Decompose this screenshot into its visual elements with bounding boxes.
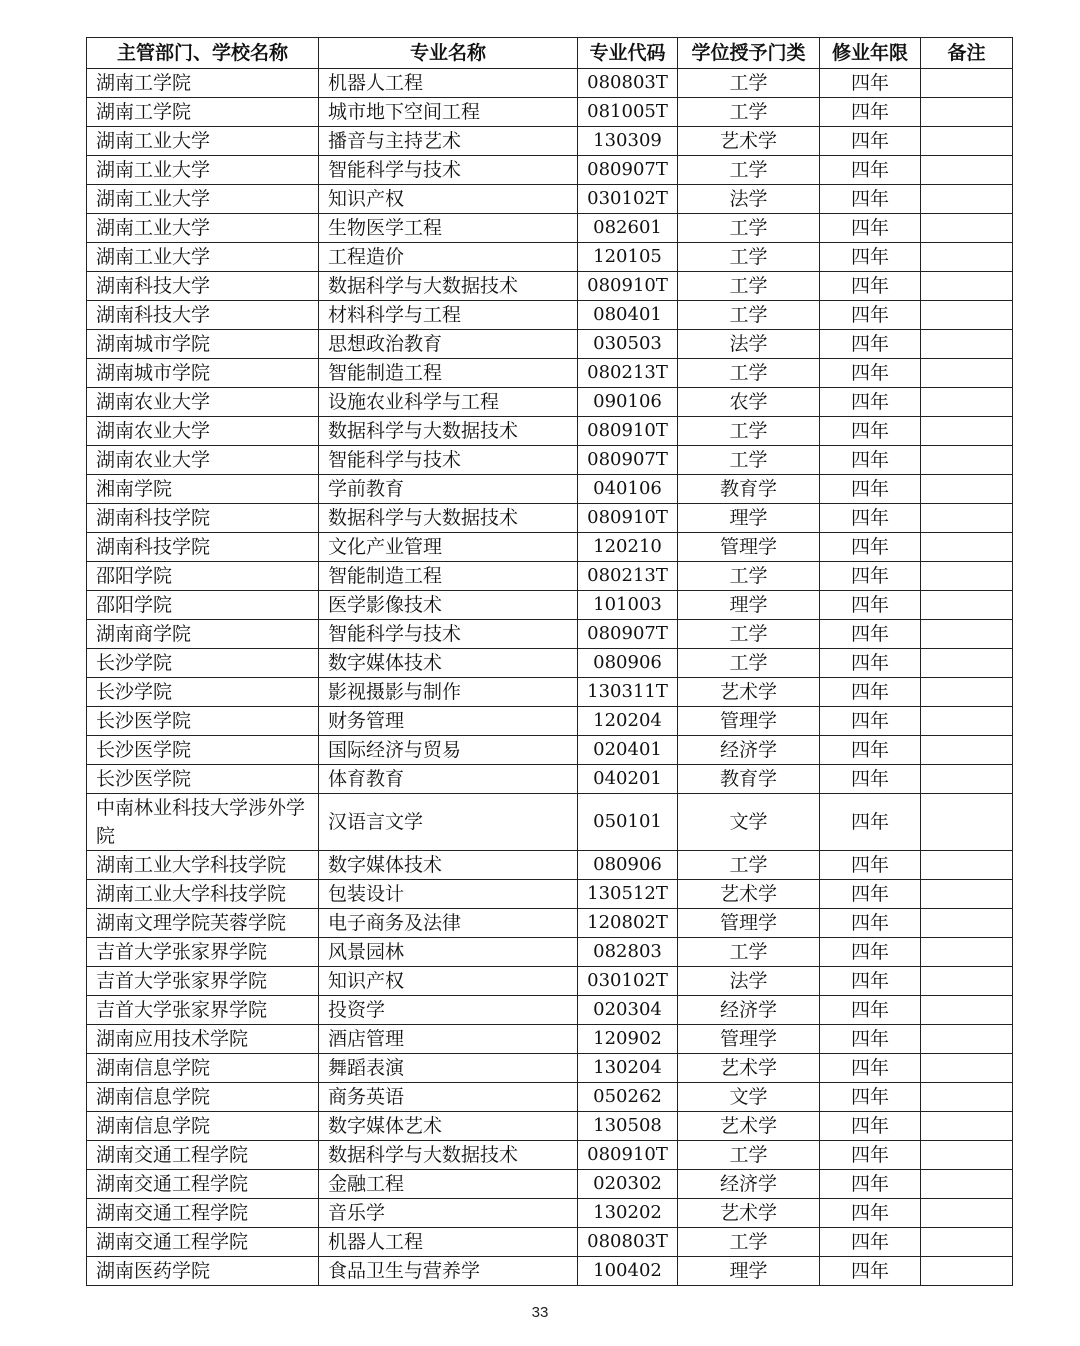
- cell-code: 082601: [578, 214, 678, 243]
- cell-degree: 艺术学: [678, 1112, 820, 1141]
- cell-major: 智能制造工程: [319, 562, 578, 591]
- cell-duration: 四年: [820, 156, 921, 185]
- cell-school: 湖南科技学院: [87, 504, 319, 533]
- cell-code: 101003: [578, 591, 678, 620]
- cell-degree: 管理学: [678, 909, 820, 938]
- cell-degree: 农学: [678, 388, 820, 417]
- cell-code: 080907T: [578, 156, 678, 185]
- cell-major: 工程造价: [319, 243, 578, 272]
- table-row: [87, 1141, 1013, 1170]
- table-row: [87, 475, 1013, 504]
- table-row: [87, 707, 1013, 736]
- table-row: [87, 851, 1013, 880]
- cell-duration: 四年: [820, 359, 921, 388]
- table-row: [87, 736, 1013, 765]
- cell-school: 湖南科技学院: [87, 533, 319, 562]
- cell-school: 湖南交通工程学院: [87, 1199, 319, 1228]
- table-row: [87, 417, 1013, 446]
- cell-degree: 教育学: [678, 475, 820, 504]
- cell-notes: [921, 765, 1013, 794]
- table-row: [87, 359, 1013, 388]
- cell-code: 080910T: [578, 504, 678, 533]
- cell-school: 中南林业科技大学涉外学院: [87, 794, 319, 851]
- cell-duration: 四年: [820, 649, 921, 678]
- table-row: [87, 98, 1013, 127]
- cell-degree: 管理学: [678, 533, 820, 562]
- cell-school: 湖南工学院: [87, 98, 319, 127]
- cell-degree: 工学: [678, 156, 820, 185]
- cell-notes: [921, 446, 1013, 475]
- cell-major: 医学影像技术: [319, 591, 578, 620]
- cell-major: 智能制造工程: [319, 359, 578, 388]
- cell-duration: 四年: [820, 98, 921, 127]
- cell-school: 湖南商学院: [87, 620, 319, 649]
- cell-school: 长沙学院: [87, 649, 319, 678]
- cell-school: 吉首大学张家界学院: [87, 967, 319, 996]
- cell-notes: [921, 909, 1013, 938]
- cell-duration: 四年: [820, 851, 921, 880]
- cell-notes: [921, 1054, 1013, 1083]
- cell-major: 智能科学与技术: [319, 446, 578, 475]
- cell-code: 082803: [578, 938, 678, 967]
- cell-notes: [921, 1199, 1013, 1228]
- cell-school: 湖南农业大学: [87, 417, 319, 446]
- cell-code: 120204: [578, 707, 678, 736]
- table-row: [87, 1257, 1013, 1286]
- cell-degree: 工学: [678, 620, 820, 649]
- cell-school: 湖南工业大学: [87, 127, 319, 156]
- cell-major: 音乐学: [319, 1199, 578, 1228]
- cell-duration: 四年: [820, 504, 921, 533]
- cell-major: 影视摄影与制作: [319, 678, 578, 707]
- cell-duration: 四年: [820, 1112, 921, 1141]
- header-school: 主管部门、学校名称: [87, 38, 319, 69]
- cell-duration: 四年: [820, 533, 921, 562]
- cell-degree: 文学: [678, 1083, 820, 1112]
- cell-school: 湖南工学院: [87, 69, 319, 98]
- cell-code: 030102T: [578, 185, 678, 214]
- cell-code: 130508: [578, 1112, 678, 1141]
- cell-major: 城市地下空间工程: [319, 98, 578, 127]
- cell-code: 080910T: [578, 417, 678, 446]
- cell-degree: 工学: [678, 301, 820, 330]
- table-row: [87, 243, 1013, 272]
- cell-major: 数据科学与大数据技术: [319, 417, 578, 446]
- cell-major: 播音与主持艺术: [319, 127, 578, 156]
- table-row: [87, 533, 1013, 562]
- cell-major: 包装设计: [319, 880, 578, 909]
- cell-major: 酒店管理: [319, 1025, 578, 1054]
- cell-code: 080907T: [578, 446, 678, 475]
- cell-school: 邵阳学院: [87, 562, 319, 591]
- table-header: [87, 38, 1013, 69]
- cell-notes: [921, 678, 1013, 707]
- cell-school: 邵阳学院: [87, 591, 319, 620]
- cell-duration: 四年: [820, 301, 921, 330]
- cell-major: 体育教育: [319, 765, 578, 794]
- table-row: [87, 69, 1013, 98]
- cell-school: 湖南农业大学: [87, 446, 319, 475]
- cell-notes: [921, 127, 1013, 156]
- cell-notes: [921, 330, 1013, 359]
- cell-major: 文化产业管理: [319, 533, 578, 562]
- cell-duration: 四年: [820, 330, 921, 359]
- cell-major: 知识产权: [319, 185, 578, 214]
- cell-duration: 四年: [820, 475, 921, 504]
- cell-major: 生物医学工程: [319, 214, 578, 243]
- cell-major: 商务英语: [319, 1083, 578, 1112]
- cell-school: 湖南交通工程学院: [87, 1170, 319, 1199]
- cell-duration: 四年: [820, 69, 921, 98]
- cell-degree: 工学: [678, 98, 820, 127]
- table-row: [87, 765, 1013, 794]
- cell-degree: 艺术学: [678, 880, 820, 909]
- cell-duration: 四年: [820, 1054, 921, 1083]
- cell-duration: 四年: [820, 1025, 921, 1054]
- cell-school: 湖南工业大学科技学院: [87, 851, 319, 880]
- cell-major: 汉语言文学: [319, 794, 578, 851]
- cell-major: 财务管理: [319, 707, 578, 736]
- cell-school: 湖南工业大学: [87, 185, 319, 214]
- cell-code: 130204: [578, 1054, 678, 1083]
- cell-notes: [921, 272, 1013, 301]
- table-body: [87, 69, 1013, 1286]
- cell-degree: 工学: [678, 1228, 820, 1257]
- cell-notes: [921, 620, 1013, 649]
- cell-school: 湖南科技大学: [87, 301, 319, 330]
- cell-notes: [921, 1083, 1013, 1112]
- cell-major: 机器人工程: [319, 1228, 578, 1257]
- cell-notes: [921, 736, 1013, 765]
- cell-degree: 经济学: [678, 1170, 820, 1199]
- cell-school: 湖南工业大学: [87, 243, 319, 272]
- cell-code: 080803T: [578, 69, 678, 98]
- cell-degree: 法学: [678, 185, 820, 214]
- cell-major: 风景园林: [319, 938, 578, 967]
- cell-school: 湖南工业大学科技学院: [87, 880, 319, 909]
- cell-degree: 艺术学: [678, 127, 820, 156]
- cell-major: 数字媒体技术: [319, 649, 578, 678]
- cell-code: 081005T: [578, 98, 678, 127]
- cell-degree: 经济学: [678, 996, 820, 1025]
- majors-table: [86, 37, 1013, 1286]
- table-row: [87, 1170, 1013, 1199]
- cell-major: 数字媒体艺术: [319, 1112, 578, 1141]
- cell-duration: 四年: [820, 1228, 921, 1257]
- cell-school: 湘南学院: [87, 475, 319, 504]
- cell-notes: [921, 938, 1013, 967]
- cell-notes: [921, 562, 1013, 591]
- cell-code: 080401: [578, 301, 678, 330]
- cell-duration: 四年: [820, 880, 921, 909]
- cell-duration: 四年: [820, 794, 921, 851]
- table-row: [87, 301, 1013, 330]
- table-row: [87, 504, 1013, 533]
- table-row: [87, 1199, 1013, 1228]
- cell-code: 080906: [578, 851, 678, 880]
- cell-degree: 工学: [678, 243, 820, 272]
- cell-notes: [921, 475, 1013, 504]
- cell-notes: [921, 1112, 1013, 1141]
- cell-code: 130512T: [578, 880, 678, 909]
- cell-degree: 工学: [678, 359, 820, 388]
- cell-notes: [921, 707, 1013, 736]
- table-row: [87, 996, 1013, 1025]
- cell-degree: 工学: [678, 649, 820, 678]
- cell-duration: 四年: [820, 967, 921, 996]
- cell-school: 湖南工业大学: [87, 156, 319, 185]
- table-row: [87, 649, 1013, 678]
- header-code: 专业代码: [578, 38, 678, 69]
- cell-school: 吉首大学张家界学院: [87, 996, 319, 1025]
- cell-school: 长沙医学院: [87, 707, 319, 736]
- cell-degree: 经济学: [678, 736, 820, 765]
- cell-notes: [921, 649, 1013, 678]
- cell-major: 金融工程: [319, 1170, 578, 1199]
- header-notes: 备注: [921, 38, 1013, 69]
- cell-school: 湖南医药学院: [87, 1257, 319, 1286]
- cell-notes: [921, 1025, 1013, 1054]
- cell-degree: 工学: [678, 214, 820, 243]
- table-row: [87, 1025, 1013, 1054]
- cell-notes: [921, 880, 1013, 909]
- cell-code: 130309: [578, 127, 678, 156]
- cell-notes: [921, 1141, 1013, 1170]
- cell-degree: 艺术学: [678, 1199, 820, 1228]
- cell-duration: 四年: [820, 765, 921, 794]
- cell-code: 080910T: [578, 1141, 678, 1170]
- cell-degree: 工学: [678, 446, 820, 475]
- cell-major: 机器人工程: [319, 69, 578, 98]
- cell-major: 数字媒体技术: [319, 851, 578, 880]
- cell-major: 国际经济与贸易: [319, 736, 578, 765]
- table-row: [87, 1112, 1013, 1141]
- cell-duration: 四年: [820, 417, 921, 446]
- cell-duration: 四年: [820, 214, 921, 243]
- cell-duration: 四年: [820, 707, 921, 736]
- cell-notes: [921, 243, 1013, 272]
- cell-degree: 教育学: [678, 765, 820, 794]
- cell-notes: [921, 851, 1013, 880]
- cell-code: 080906: [578, 649, 678, 678]
- cell-code: 130311T: [578, 678, 678, 707]
- cell-school: 湖南文理学院芙蓉学院: [87, 909, 319, 938]
- cell-code: 050101: [578, 794, 678, 851]
- cell-code: 030102T: [578, 967, 678, 996]
- page-number: 33: [531, 1304, 549, 1321]
- cell-notes: [921, 301, 1013, 330]
- table-row: [87, 388, 1013, 417]
- cell-code: 080803T: [578, 1228, 678, 1257]
- header-major: 专业名称: [319, 38, 578, 69]
- cell-duration: 四年: [820, 1199, 921, 1228]
- cell-degree: 理学: [678, 504, 820, 533]
- cell-code: 080213T: [578, 562, 678, 591]
- cell-notes: [921, 794, 1013, 851]
- cell-duration: 四年: [820, 938, 921, 967]
- table-row: [87, 156, 1013, 185]
- cell-duration: 四年: [820, 1170, 921, 1199]
- table-row: [87, 214, 1013, 243]
- cell-degree: 工学: [678, 417, 820, 446]
- cell-notes: [921, 98, 1013, 127]
- cell-code: 090106: [578, 388, 678, 417]
- cell-duration: 四年: [820, 678, 921, 707]
- cell-duration: 四年: [820, 562, 921, 591]
- cell-code: 080910T: [578, 272, 678, 301]
- table-row: [87, 909, 1013, 938]
- cell-degree: 法学: [678, 330, 820, 359]
- cell-notes: [921, 359, 1013, 388]
- cell-major: 数据科学与大数据技术: [319, 1141, 578, 1170]
- cell-notes: [921, 388, 1013, 417]
- table-row: [87, 591, 1013, 620]
- cell-code: 120802T: [578, 909, 678, 938]
- cell-degree: 工学: [678, 851, 820, 880]
- cell-notes: [921, 504, 1013, 533]
- cell-code: 050262: [578, 1083, 678, 1112]
- cell-notes: [921, 1170, 1013, 1199]
- table-row: [87, 794, 1013, 851]
- cell-duration: 四年: [820, 272, 921, 301]
- cell-code: 120210: [578, 533, 678, 562]
- cell-major: 数据科学与大数据技术: [319, 504, 578, 533]
- cell-school: 长沙医学院: [87, 765, 319, 794]
- cell-degree: 工学: [678, 69, 820, 98]
- cell-notes: [921, 69, 1013, 98]
- cell-notes: [921, 996, 1013, 1025]
- cell-school: 湖南科技大学: [87, 272, 319, 301]
- cell-code: 020302: [578, 1170, 678, 1199]
- cell-code: 040106: [578, 475, 678, 504]
- cell-code: 020401: [578, 736, 678, 765]
- cell-duration: 四年: [820, 591, 921, 620]
- cell-degree: 管理学: [678, 707, 820, 736]
- cell-duration: 四年: [820, 243, 921, 272]
- cell-notes: [921, 967, 1013, 996]
- cell-notes: [921, 591, 1013, 620]
- cell-degree: 法学: [678, 967, 820, 996]
- cell-duration: 四年: [820, 185, 921, 214]
- table-row: [87, 272, 1013, 301]
- header-row: [87, 38, 1013, 69]
- cell-degree: 工学: [678, 938, 820, 967]
- cell-school: 湖南交通工程学院: [87, 1141, 319, 1170]
- header-degree: 学位授予门类: [678, 38, 820, 69]
- cell-notes: [921, 533, 1013, 562]
- table-row: [87, 562, 1013, 591]
- cell-school: 湖南信息学院: [87, 1112, 319, 1141]
- cell-duration: 四年: [820, 909, 921, 938]
- cell-degree: 管理学: [678, 1025, 820, 1054]
- cell-school: 湖南信息学院: [87, 1083, 319, 1112]
- cell-school: 湖南农业大学: [87, 388, 319, 417]
- cell-degree: 理学: [678, 591, 820, 620]
- cell-duration: 四年: [820, 1257, 921, 1286]
- table-row: [87, 880, 1013, 909]
- cell-code: 080907T: [578, 620, 678, 649]
- cell-school: 湖南城市学院: [87, 330, 319, 359]
- cell-duration: 四年: [820, 620, 921, 649]
- cell-school: 湖南信息学院: [87, 1054, 319, 1083]
- cell-major: 思想政治教育: [319, 330, 578, 359]
- cell-major: 材料科学与工程: [319, 301, 578, 330]
- cell-duration: 四年: [820, 388, 921, 417]
- cell-duration: 四年: [820, 446, 921, 475]
- cell-major: 设施农业科学与工程: [319, 388, 578, 417]
- cell-duration: 四年: [820, 1083, 921, 1112]
- table-row: [87, 967, 1013, 996]
- cell-duration: 四年: [820, 736, 921, 765]
- table-row: [87, 446, 1013, 475]
- cell-code: 080213T: [578, 359, 678, 388]
- table-row: [87, 127, 1013, 156]
- cell-school: 长沙医学院: [87, 736, 319, 765]
- cell-degree: 艺术学: [678, 678, 820, 707]
- table-row: [87, 938, 1013, 967]
- cell-school: 吉首大学张家界学院: [87, 938, 319, 967]
- cell-notes: [921, 214, 1013, 243]
- cell-major: 学前教育: [319, 475, 578, 504]
- cell-duration: 四年: [820, 996, 921, 1025]
- cell-major: 数据科学与大数据技术: [319, 272, 578, 301]
- cell-code: 100402: [578, 1257, 678, 1286]
- cell-major: 智能科学与技术: [319, 156, 578, 185]
- cell-duration: 四年: [820, 127, 921, 156]
- cell-code: 120105: [578, 243, 678, 272]
- cell-major: 智能科学与技术: [319, 620, 578, 649]
- cell-notes: [921, 417, 1013, 446]
- cell-code: 020304: [578, 996, 678, 1025]
- cell-code: 040201: [578, 765, 678, 794]
- cell-degree: 艺术学: [678, 1054, 820, 1083]
- cell-major: 舞蹈表演: [319, 1054, 578, 1083]
- cell-degree: 理学: [678, 1257, 820, 1286]
- cell-school: 湖南交通工程学院: [87, 1228, 319, 1257]
- cell-code: 030503: [578, 330, 678, 359]
- cell-code: 120902: [578, 1025, 678, 1054]
- cell-notes: [921, 1228, 1013, 1257]
- cell-code: 130202: [578, 1199, 678, 1228]
- cell-degree: 工学: [678, 1141, 820, 1170]
- cell-major: 食品卫生与营养学: [319, 1257, 578, 1286]
- cell-major: 投资学: [319, 996, 578, 1025]
- cell-notes: [921, 156, 1013, 185]
- cell-duration: 四年: [820, 1141, 921, 1170]
- cell-degree: 工学: [678, 562, 820, 591]
- table-row: [87, 1228, 1013, 1257]
- cell-notes: [921, 1257, 1013, 1286]
- cell-notes: [921, 185, 1013, 214]
- header-duration: 修业年限: [820, 38, 921, 69]
- cell-major: 电子商务及法律: [319, 909, 578, 938]
- cell-school: 长沙学院: [87, 678, 319, 707]
- table-row: [87, 1054, 1013, 1083]
- cell-degree: 工学: [678, 272, 820, 301]
- table-row: [87, 620, 1013, 649]
- cell-major: 知识产权: [319, 967, 578, 996]
- cell-school: 湖南应用技术学院: [87, 1025, 319, 1054]
- table-row: [87, 678, 1013, 707]
- cell-degree: 文学: [678, 794, 820, 851]
- cell-school: 湖南城市学院: [87, 359, 319, 388]
- table-row: [87, 185, 1013, 214]
- cell-school: 湖南工业大学: [87, 214, 319, 243]
- table-row: [87, 330, 1013, 359]
- table-row: [87, 1083, 1013, 1112]
